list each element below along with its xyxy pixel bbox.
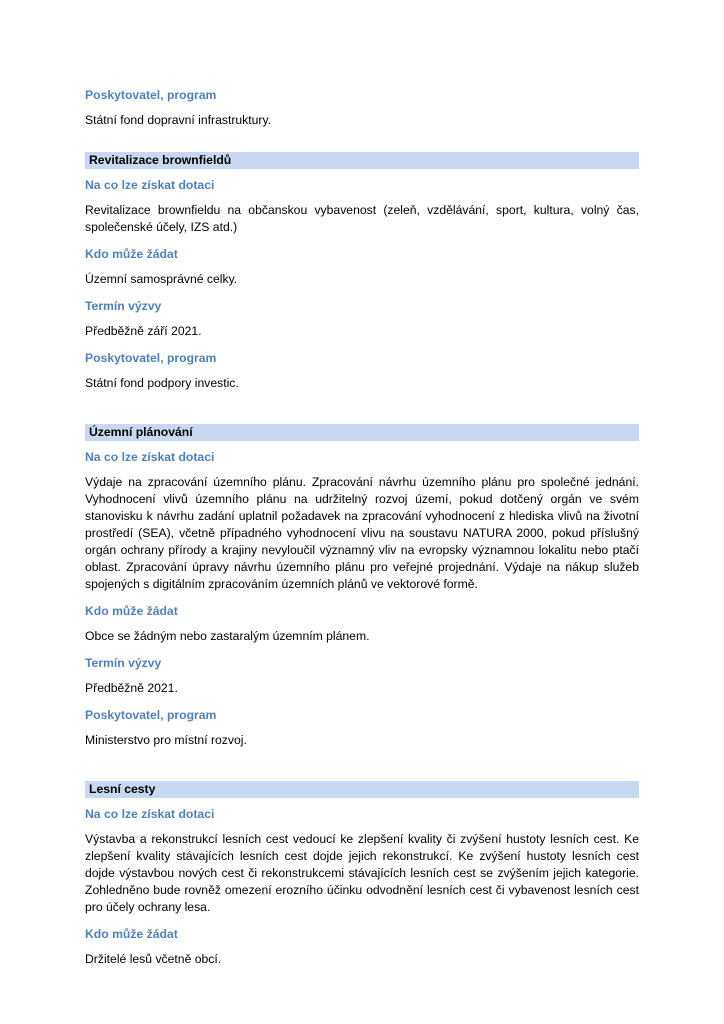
section-lesni-cesty: [85, 781, 639, 968]
field-text: Předběžně 2021.: [85, 681, 178, 695]
field-label: Kdo může žádat: [85, 927, 178, 941]
field-text: Držitelé lesů včetně obcí.: [85, 952, 222, 966]
section-header: Územní plánování: [85, 424, 639, 441]
field-text: Ministerstvo pro místní rozvoj.: [85, 733, 247, 747]
field-text: Výstavba a rekonstrukcí lesních cest vedoucí ke zlepšení kvality či zvýšení hustoty lesních cest. Ke zlepšení kvality stávajících lesních cest dojde jejich rekonstrukcí. Ke zvýšení hustoty lesních cest dojde výstavbou nových cest či rekonstrukcemi stávajících lesních cest se zvýšením jejich kategorie. Zohledněno bude rovněž omezení erozního účinku odvodnění lesních cest či vybavenost lesních cest pro účely ochrany lesa.: [85, 832, 639, 914]
field-text: Předběžně září 2021.: [85, 324, 202, 338]
field-label: Termín výzvy: [85, 656, 162, 670]
field-text: Revitalizace brownfieldu na občanskou vybavenost (zeleň, vzdělávání, sport, kultura, volný čas, společenské účely, IZS atd.): [85, 203, 639, 234]
field-text: Státní fond podpory investic.: [85, 376, 239, 390]
field-text: Výdaje na zpracování územního plánu. Zpracování návrhu územního plánu pro společné jednání. Vyhodnocení vlivů územního plánu na udržitelný rozvoj území, pokud dotčený orgán ve svém stanovisku k návrhu zadání uplatnil požadavek na zpracování vyhodnocení z hlediska vlivů na životní prostředí (SEA), včetně případného vyhodnocení vlivu na soustavu NATURA 2000, pokud příslušný orgán ochrany přírody a krajiny nevyloučil významný vliv na evropsky významnou lokalitu nebo ptačí oblast. Zpracování úpravy návrhu územního plánu pro veřejné projednání. Výdaje na nákup služeb spojených s digitálním zpracováním územních plánů ve vektorové formě.: [85, 475, 639, 591]
field-text: Územní samosprávné celky.: [85, 272, 238, 286]
field-label: Na co lze získat dotaci: [85, 807, 215, 821]
section-revitalizace: [85, 152, 639, 392]
field-label: Kdo může žádat: [85, 247, 178, 261]
field-label: Poskytovatel, program: [85, 88, 217, 102]
field-text: Obce se žádným nebo zastaralým územním plánem.: [85, 629, 370, 643]
field-text: Státní fond dopravní infrastruktury.: [85, 113, 272, 127]
document-content: [85, 87, 639, 978]
section-uzemni-planovani: [85, 424, 639, 749]
field-label: Na co lze získat dotaci: [85, 450, 215, 464]
field-label: Termín výzvy: [85, 299, 162, 313]
field-label: Poskytovatel, program: [85, 351, 217, 365]
section-header: Lesní cesty: [85, 781, 639, 798]
intro-block: [85, 87, 639, 129]
field-label: Na co lze získat dotaci: [85, 178, 215, 192]
section-header: Revitalizace brownfieldů: [85, 152, 639, 169]
field-label: Kdo může žádat: [85, 604, 178, 618]
field-label: Poskytovatel, program: [85, 708, 217, 722]
